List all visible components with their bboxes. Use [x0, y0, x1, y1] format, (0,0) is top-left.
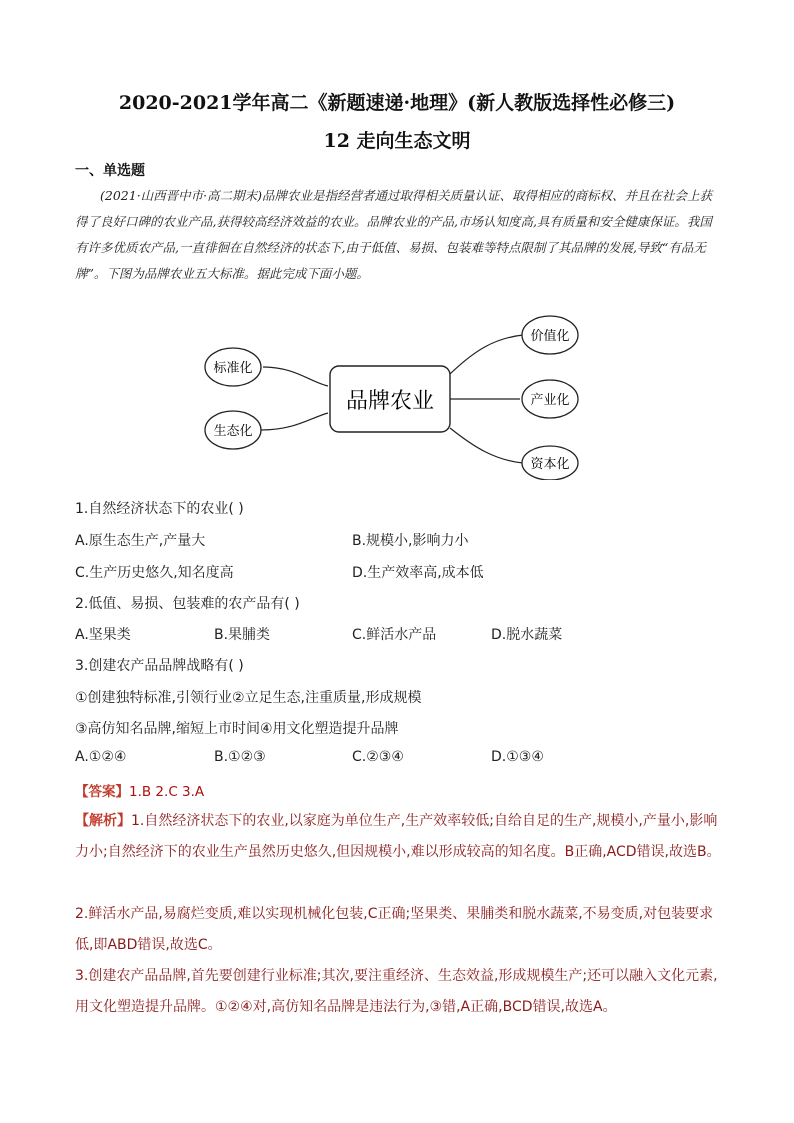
- question-3-option-c: C.②③④: [352, 749, 404, 765]
- brand-agriculture-diagram: [195, 310, 595, 480]
- question-1-option-d: D.生产效率高,成本低: [352, 565, 484, 581]
- analysis-text-3: 3.创建农产品品牌,首先要创建行业标准;其次,要注重经济、生态效益,形成规模生产;还可以融入文化元素,用文化塑造提升品牌。①②④对,高仿知名品牌是违法行为,③错,A正确,BCD错误,故选A。: [75, 968, 718, 1015]
- node-capitalization-label: 资本化: [530, 457, 570, 472]
- question-3-statement-line-2: ③高仿知名品牌,缩短上市时间④用文化塑造提升品牌: [75, 721, 399, 737]
- lesson-title: 12 走向生态文明: [323, 130, 471, 152]
- question-3-option-b: B.①②③: [214, 749, 266, 765]
- intro-paragraph: (2021·山西晋中市·高二期末)品牌农业是指经营者通过取得相关质量认证、取得相应的商标权、并且在社会上获得了良好口碑的农业产品,获得较高经济效益的农业。品牌农业的产品,市场认知度高,具有质量和安全健康保证。我国有许多优质农产品,一直徘徊在自然经济的状态下,由于低值、易损、包装难等特点限制了其品牌的发展,导致“有品无牌”。下图为品牌农业五大标准。据此完成下面小题。: [75, 188, 713, 281]
- question-1-option-c: C.生产历史悠久,知名度高: [75, 565, 234, 581]
- question-2-option-b: B.果脯类: [214, 627, 271, 643]
- analysis-paragraph-2: [75, 899, 723, 961]
- question-3-option-a: A.①②④: [75, 749, 127, 765]
- center-label: 品牌农业: [345, 389, 435, 414]
- node-value-label: 价值化: [530, 329, 570, 344]
- question-3-statement-line-1: ①创建独特标准,引领行业②立足生态,注重质量,形成规模: [75, 690, 422, 706]
- answer-values: 1.B 2.C 3.A: [129, 784, 205, 800]
- question-2-stem: 2.低值、易损、包装难的农产品有( ): [75, 596, 300, 612]
- question-3-option-d: D.①③④: [491, 749, 544, 765]
- analysis-paragraph-3: [75, 961, 723, 1023]
- question-2-option-c: C.鲜活水产品: [352, 627, 437, 643]
- node-standardization-label: 标准化: [213, 361, 253, 376]
- analysis-text-1: 1.自然经济状态下的农业,以家庭为单位生产,生产效率较低;自给自足的生产,规模小,产量小,影响力小;自然经济下的农业生产虽然历史悠久,但因规模小,难以形成较高的知名度。B正确,ACD错误,故选B。: [75, 813, 721, 860]
- analysis-paragraph-1: [75, 806, 723, 868]
- question-2-option-d: D.脱水蔬菜: [491, 627, 563, 643]
- question-3-stem: 3.创建农产品品牌战略有( ): [75, 658, 244, 674]
- answer-line: [75, 780, 204, 800]
- analysis-label: 【解析】: [75, 813, 131, 829]
- question-1-option-b: B.规模小,影响力小: [352, 533, 469, 549]
- section-heading: 一、单选题: [75, 163, 145, 179]
- node-industrialization-label: 产业化: [530, 393, 570, 408]
- document-title: 2020-2021学年高二《新题速递·地理》(新人教版选择性必修三): [118, 92, 676, 114]
- question-2-option-a: A.坚果类: [75, 627, 131, 643]
- answer-label: 【答案】: [75, 784, 129, 800]
- question-1-stem: 1.自然经济状态下的农业( ): [75, 501, 244, 517]
- node-ecologization-label: 生态化: [213, 424, 253, 439]
- question-1-option-a: A.原生态生产,产量大: [75, 533, 206, 549]
- analysis-text-2: 2.鲜活水产品,易腐烂变质,难以实现机械化包装,C正确;坚果类、果脯类和脱水蔬菜,不易变质,对包装要求低,即ABD错误,故选C。: [75, 906, 714, 953]
